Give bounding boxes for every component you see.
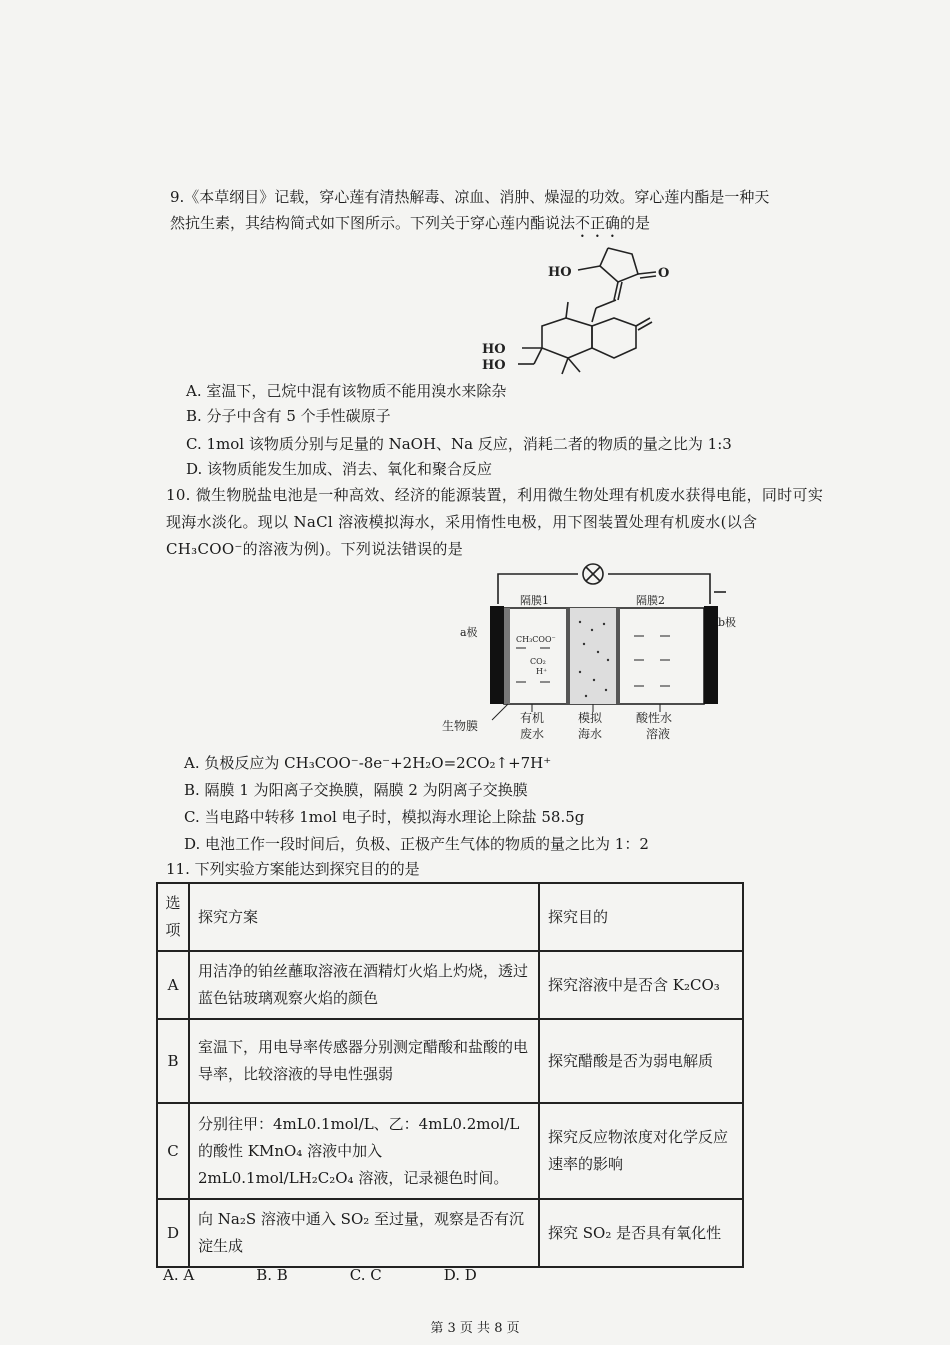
- acid-label-1: 酸性水: [636, 711, 673, 725]
- table-row: [157, 951, 743, 1019]
- membrane-1-label: 隔膜1: [520, 594, 549, 607]
- row-option: C: [157, 1103, 189, 1199]
- row-option: B: [157, 1019, 189, 1103]
- experiment-table: [156, 882, 744, 1268]
- andrographolide-structure: [470, 240, 710, 375]
- struct-ho-top-label: HO: [548, 265, 572, 280]
- row-plan: 分别往甲：4mL0.1mol/L、乙：4mL0.2mol/L 的酸性 KMnO₄ 溶液中加入 2mL0.1mol/LH₂C₂O₄ 溶液，记录褪色时间。: [189, 1103, 539, 1199]
- struct-ho-label-2: HO: [482, 358, 506, 373]
- membrane-2-label: 隔膜2: [636, 594, 665, 607]
- answer-b: B. B: [256, 1266, 288, 1284]
- acetate-label: CH₃COO⁻: [516, 635, 556, 644]
- header-plan: 探究方案: [189, 883, 539, 951]
- row-purpose: 探究醋酸是否为弱电解质: [539, 1019, 743, 1103]
- table-header-row: [157, 883, 743, 951]
- seawater-label-2: 海水: [578, 727, 603, 741]
- answer-c: C. C: [349, 1266, 382, 1284]
- electrode-b-label: b极: [718, 616, 737, 629]
- h-ion-label: H⁺: [536, 667, 548, 676]
- q11-answer-choices: [163, 1266, 539, 1284]
- biofilm-label: 生物膜: [442, 719, 479, 733]
- q9-stem-line2: 然抗生素，其结构简式如下图所示。下列关于穿心莲内酯说法不正确的是: [170, 214, 651, 232]
- header-purpose: 探究目的: [539, 883, 743, 951]
- seawater-label-1: 模拟: [578, 711, 603, 725]
- co2-label: CO₂: [530, 657, 546, 666]
- q9-option-a: A. 室温下，己烷中混有该物质不能用溴水来除杂: [186, 382, 507, 400]
- waste-label-1: 有机: [520, 711, 545, 725]
- row-option: D: [157, 1199, 189, 1267]
- q9-option-c: C. 1mol 该物质分别与足量的 NaOH、Na 反应，消耗二者的物质的量之比为 1:3: [186, 435, 732, 453]
- row-purpose: 探究反应物浓度对化学反应速率的影响: [539, 1103, 743, 1199]
- table-row: [157, 1103, 743, 1199]
- row-option: A: [157, 951, 189, 1019]
- q10-option-c: C. 当电路中转移 1mol 电子时，模拟海水理论上除盐 58.5g: [184, 808, 585, 826]
- table-row: [157, 1199, 743, 1267]
- waste-label-2: 废水: [520, 727, 545, 741]
- electrode-a-label: a极: [460, 626, 478, 639]
- table-row: [157, 1019, 743, 1103]
- answer-a: A. A: [163, 1266, 195, 1284]
- q10-option-d: D. 电池工作一段时间后，负极、正极产生气体的物质的量之比为 1：2: [184, 835, 649, 853]
- q9-option-b: B. 分子中含有 5 个手性碳原子: [186, 407, 391, 425]
- row-plan: 用洁净的铂丝蘸取溶液在酒精灯火焰上灼烧，透过蓝色钴玻璃观察火焰的颜色: [189, 951, 539, 1019]
- header-option: 选 项: [157, 883, 189, 951]
- q9-stem-line1: 9.《本草纲目》记载，穿心莲有清热解毒、凉血、消肿、燥湿的功效。穿心莲内酯是一种天: [170, 188, 770, 206]
- struct-o-label: O: [658, 266, 670, 281]
- acid-label-2: 溶液: [646, 727, 671, 741]
- q10-stem: 10. 微生物脱盐电池是一种高效、经济的能源装置，利用微生物处理有机废水获得电能，同时可实现海水淡化。现以 NaCl 溶液模拟海水，采用惰性电极，用下图装置处理有机废水(以含 CH₃COO⁻的溶液为例)。下列说法错误的是: [166, 486, 824, 558]
- row-plan: 向 Na₂S 溶液中通入 SO₂ 至过量，观察是否有沉淀生成: [189, 1199, 539, 1267]
- answer-d: D. D: [443, 1266, 477, 1284]
- q10-option-a: A. 负极反应为 CH₃COO⁻-8e⁻+2H₂O=2CO₂↑+7H⁺: [184, 754, 552, 772]
- page-footer: 第 3 页 共 8 页: [430, 1321, 520, 1336]
- row-purpose: 探究溶液中是否含 K₂CO₃: [539, 951, 743, 1019]
- row-purpose: 探究 SO₂ 是否具有氧化性: [539, 1199, 743, 1267]
- desalination-cell-diagram: [440, 560, 740, 742]
- q11-stem: 11. 下列实验方案能达到探究目的的是: [166, 860, 420, 878]
- struct-ho-label-1: HO: [482, 342, 506, 357]
- q10-option-b: B. 隔膜 1 为阳离子交换膜，隔膜 2 为阴离子交换膜: [184, 781, 528, 799]
- q9-option-d: D. 该物质能发生加成、消去、氧化和聚合反应: [186, 460, 493, 478]
- row-plan: 室温下，用电导率传感器分别测定醋酸和盐酸的电导率，比较溶液的导电性强弱: [189, 1019, 539, 1103]
